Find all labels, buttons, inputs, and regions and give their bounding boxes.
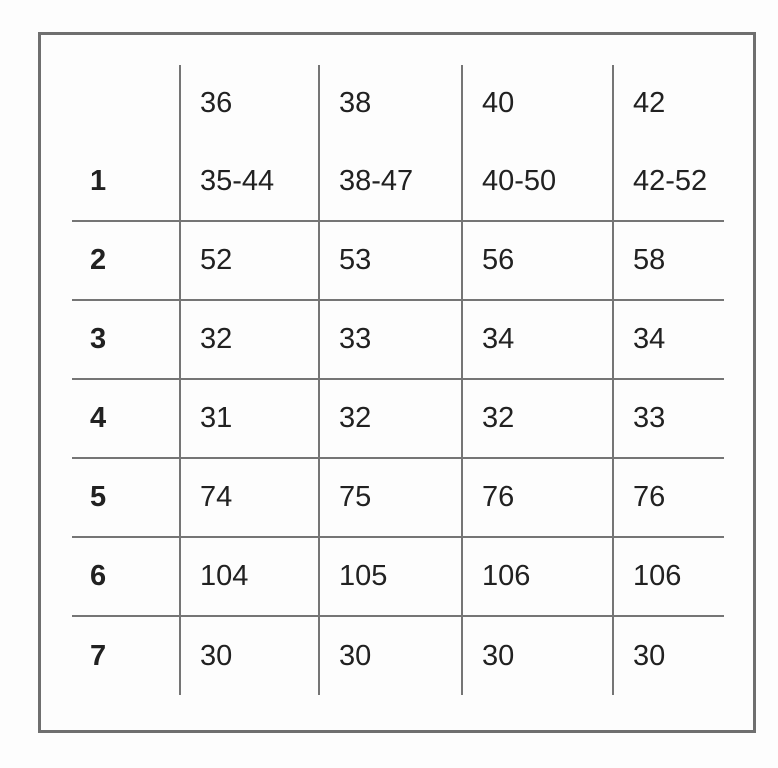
column-header-size-36: 36 (180, 65, 319, 142)
size-chart-table (72, 65, 724, 695)
measurement-cell: 33 (319, 300, 462, 379)
header-row (72, 65, 724, 142)
measurement-cell: 30 (633, 639, 666, 672)
measurement-cell: 32 (462, 379, 613, 458)
column-header-size-38: 38 (319, 65, 462, 142)
table-row (72, 458, 724, 537)
measurement-cell: 35-44 (180, 142, 319, 221)
measurement-cell: 33 (613, 379, 724, 458)
row-label: 7 (72, 616, 180, 695)
measurement-cell: 104 (180, 537, 319, 616)
size-chart-panel (38, 32, 756, 733)
measurement-cell: 105 (319, 537, 462, 616)
measurement-cell: 32 (180, 300, 319, 379)
measurement-cell: 76 (462, 458, 613, 537)
table-row (72, 300, 724, 379)
measurement-cell: 75 (319, 458, 462, 537)
measurement-cell: 52 (180, 221, 319, 300)
column-header-size-40: 40 (462, 65, 613, 142)
row-label: 4 (72, 379, 180, 458)
measurement-cell: 58 (613, 221, 724, 300)
row-label: 5 (72, 458, 180, 537)
column-header-size-42: 42 (633, 87, 666, 119)
measurement-cell: 53 (319, 221, 462, 300)
measurement-cell: 34 (462, 300, 613, 379)
measurement-cell: 106 (613, 537, 724, 616)
measurement-cell: 30 (180, 616, 319, 695)
header-corner-cell (72, 65, 180, 142)
measurement-cell: 30 (462, 616, 613, 695)
measurement-cell: 38-47 (319, 142, 462, 221)
measurement-cell: 74 (180, 458, 319, 537)
measurement-cell: 106 (462, 537, 613, 616)
measurement-cell: 30 (319, 616, 462, 695)
row-label: 2 (72, 221, 180, 300)
measurement-cell: 40-50 (462, 142, 613, 221)
measurement-cell: 31 (180, 379, 319, 458)
measurement-cell: 34 (613, 300, 724, 379)
table-row (72, 221, 724, 300)
row-label: 6 (72, 537, 180, 616)
row-label: 1 (72, 142, 180, 221)
measurement-cell: 32 (319, 379, 462, 458)
measurement-cell: 56 (462, 221, 613, 300)
table-row (72, 616, 724, 695)
table-row (72, 379, 724, 458)
row-label: 3 (72, 300, 180, 379)
table-row (72, 142, 724, 221)
measurement-cell: 76 (613, 458, 724, 537)
measurement-cell: 42-52 (613, 142, 724, 221)
table-row (72, 537, 724, 616)
